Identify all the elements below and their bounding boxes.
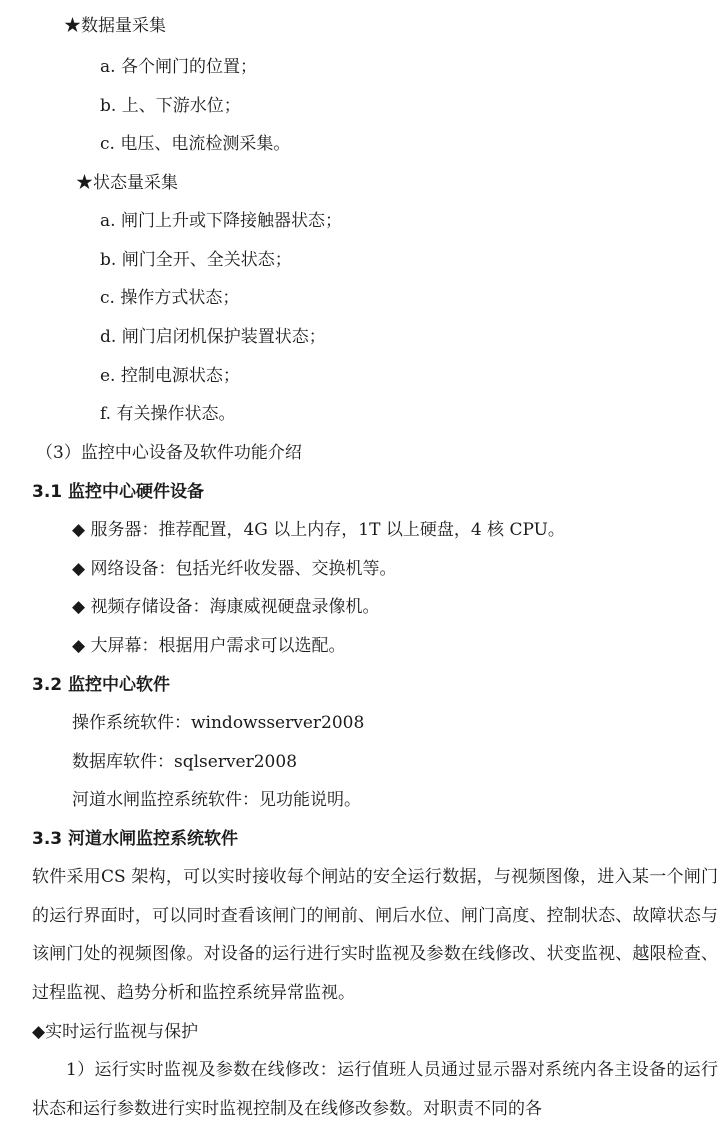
data-collection-heading: ★数据量采集 [64, 16, 166, 36]
list-item: ◆ 大屏幕：根据用户需求可以选配。 [72, 636, 346, 656]
section-3-3-heading: 3.3 河道水闸监控系统软件 [32, 829, 239, 849]
list-item: f. 有关操作状态。 [100, 404, 236, 424]
section-3-2-heading: 3.2 监控中心软件 [32, 675, 171, 695]
realtime-heading: ◆实时运行监视与保护 [32, 1022, 199, 1042]
list-item: e. 控制电源状态； [100, 366, 240, 386]
list-item: a. 闸门上升或下降接触器状态； [100, 211, 342, 231]
list-item: b. 上、下游水位； [100, 96, 241, 116]
section-3-1-heading: 3.1 监控中心硬件设备 [32, 482, 205, 502]
list-item: 河道水闸监控系统软件：见功能说明。 [72, 790, 361, 810]
status-collection-heading: ★状态量采集 [76, 173, 178, 193]
section-3-heading: （3）监控中心设备及软件功能介绍 [36, 443, 302, 463]
realtime-paragraph: 1）运行实时监视及参数在线修改：运行值班人员通过显示器对系统内各主设备的运行状态和运行参数进行实时监视控制及在线修改参数。对职责不同的各 [32, 1060, 718, 1119]
section-3-3-paragraph: 软件采用CS 架构，可以实时接收每个闸站的安全运行数据，与视频图像，进入某一个闸门的运行界面时，可以同时查看该闸门的闸前、闸后水位、闸门高度、控制状态、故障状态与该闸门处的视频图像。对设备的运行进行实时监视及参数在线修改、状变监视、越限检查、过程监视、趋势分析和监控系统异常监视。 [32, 867, 718, 1003]
list-item: ◆ 视频存储设备：海康威视硬盘录像机。 [72, 597, 380, 617]
list-item: 操作系统软件：windowsserver2008 [72, 713, 365, 733]
list-item: ◆ 网络设备：包括光纤收发器、交换机等。 [72, 559, 397, 579]
list-item: d. 闸门启闭机保护装置状态； [100, 327, 326, 347]
list-item: a. 各个闸门的位置； [100, 57, 257, 77]
list-item: c. 电压、电流检测采集。 [100, 134, 291, 154]
list-item: 数据库软件：sqlserver2008 [72, 752, 298, 772]
list-item: b. 闸门全开、全关状态； [100, 250, 292, 270]
list-item: ◆ 服务器：推荐配置，4G 以上内存，1T 以上硬盘，4 核 CPU。 [72, 520, 565, 540]
list-item: c. 操作方式状态； [100, 288, 240, 308]
